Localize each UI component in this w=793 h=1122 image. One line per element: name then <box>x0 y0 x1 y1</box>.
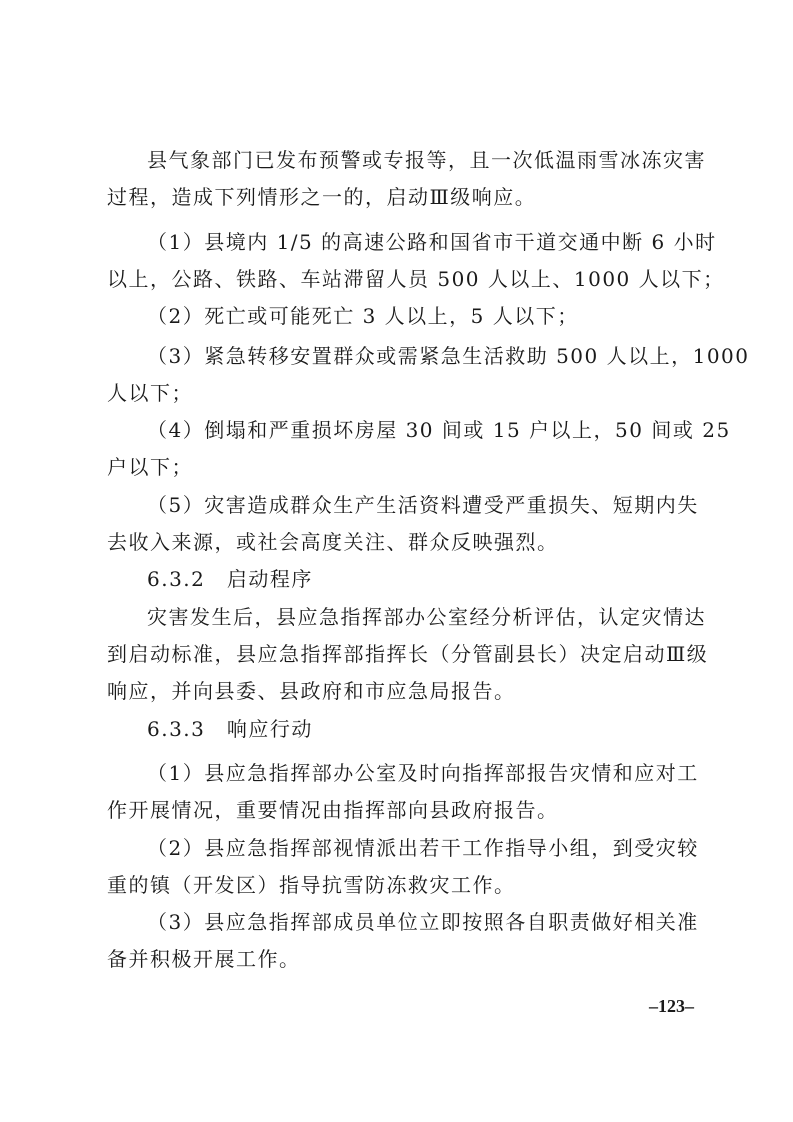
paragraph-line: 灾害发生后，县应急指挥部办公室经分析评估，认定灾情达 <box>147 605 706 629</box>
list-item-line: （3）县应急指挥部成员单位立即按照各自职责做好相关准 <box>147 910 699 934</box>
list-item-line: （2）死亡或可能死亡 3 人以上，5 人以下； <box>147 304 579 328</box>
list-item-line: 户以下； <box>107 455 193 479</box>
list-item-line: （3）紧急转移安置群众或需紧急生活救助 500 人以上，1000 <box>147 344 750 368</box>
paragraph-line: 到启动标准，县应急指挥部指挥长（分管副县长）决定启动Ⅲ级 <box>107 642 709 666</box>
paragraph-line: 响应，并向县委、县政府和市应急局报告。 <box>107 679 516 703</box>
list-item-line: （1）县应急指挥部办公室及时向指挥部报告灾情和应对工 <box>147 761 699 785</box>
list-item-line: （5）灾害造成群众生产生活资料遭受严重损失、短期内失 <box>147 493 699 517</box>
list-item-line: （1）县境内 1/5 的高速公路和国省市干道交通中断 6 小时 <box>147 230 717 254</box>
paragraph-line: 县气象部门已发布预警或专报等，且一次低温雨雪冰冻灾害 <box>147 148 706 172</box>
list-item-line: （4）倒塌和严重损坏房屋 30 间或 15 户以上，50 间或 25 <box>147 418 731 442</box>
section-heading: 6.3.2 启动程序 <box>147 567 313 591</box>
list-item-line: 作开展情况，重要情况由指挥部向县政府报告。 <box>107 798 559 822</box>
list-item-line: 去收入来源，或社会高度关注、群众反映强烈。 <box>107 530 559 554</box>
list-item-line: （2）县应急指挥部视情派出若干工作指导小组，到受灾较 <box>147 836 699 860</box>
list-item-line: 重的镇（开发区）指导抗雪防冻救灾工作。 <box>107 873 516 897</box>
page-number: –123– <box>649 996 694 1016</box>
list-item-line: 人以下； <box>107 381 193 405</box>
section-heading: 6.3.3 响应行动 <box>147 717 313 741</box>
list-item-line: 以上，公路、铁路、车站滞留人员 500 人以上、1000 人以下； <box>107 267 725 291</box>
list-item-line: 备并积极开展工作。 <box>107 947 301 971</box>
paragraph-line: 过程，造成下列情形之一的，启动Ⅲ级响应。 <box>107 185 537 209</box>
